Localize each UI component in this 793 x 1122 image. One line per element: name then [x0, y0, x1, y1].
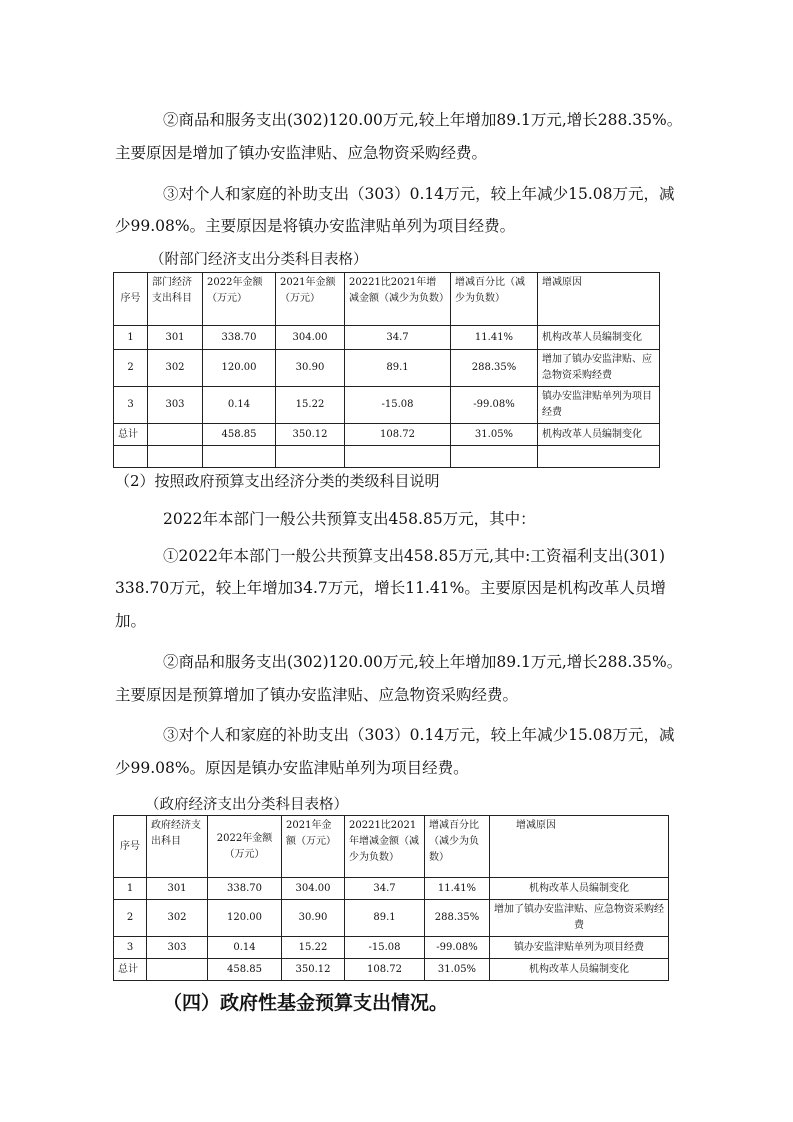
table-cell: 2 [114, 900, 147, 937]
table-cell: 0.14 [208, 937, 282, 959]
section2-p2-line2: 主要原因是预算增加了镇办安监津贴、应急物资采购经费。 [115, 686, 519, 704]
table-row [114, 350, 660, 387]
table2-header-cell: 增减百分比（减少为负数） [425, 816, 490, 878]
table-cell: 机构改革人员编制变化 [538, 326, 660, 350]
table-row [114, 446, 660, 468]
table-cell: 11.41% [425, 878, 490, 900]
section2-p1-line1: ①2022年本部门一般公共预算支出458.85万元,其中:工资福利支出(301) [163, 547, 666, 565]
table1-header-cell: 部门经济支出科目 [148, 273, 203, 326]
table-cell: -99.08% [425, 937, 490, 959]
table-cell: -99.08% [451, 387, 538, 424]
table-cell: 31.05% [425, 959, 490, 981]
table-cell: 338.70 [203, 326, 276, 350]
table2-header-cell: 2022年金额（万元） [208, 816, 282, 878]
table-cell: 303 [147, 937, 208, 959]
table-cell: 338.70 [208, 878, 282, 900]
table-cell: 0.14 [203, 387, 276, 424]
table-cell: 120.00 [208, 900, 282, 937]
table-cell: 301 [147, 878, 208, 900]
table-cell: 120.00 [203, 350, 276, 387]
top-p2-line2: 少99.08%。主要原因是将镇办安监津贴单列为项目经费。 [115, 217, 516, 235]
table2-header-cell: 政府经济支出科目 [147, 816, 208, 878]
table-cell [147, 959, 208, 981]
table2-header-cell: 序号 [114, 816, 147, 878]
table-cell: -15.08 [345, 387, 451, 424]
table-cell [538, 446, 660, 468]
section4-heading: （四）政府性基金预算支出情况。 [163, 992, 449, 1014]
table-row [114, 959, 669, 981]
table-cell: 288.35% [451, 350, 538, 387]
table-cell [148, 424, 203, 446]
table-cell: 89.1 [345, 900, 425, 937]
table-cell: 增加了镇办安监津贴、应急物资采购经费 [490, 900, 669, 937]
table-cell: 增加了镇办安监津贴、应急物资采购经费 [538, 350, 660, 387]
table-cell: 15.22 [282, 937, 345, 959]
table-cell: 30.90 [276, 350, 345, 387]
top-p1-line1: ②商品和服务支出(302)120.00万元,较上年增加89.1万元,增长288.35%。 [163, 111, 683, 129]
table-cell [345, 446, 451, 468]
table1-header-row [114, 273, 660, 326]
table-cell [451, 446, 538, 468]
section2-intro: 2022年本部门一般公共预算支出458.85万元，其中： [163, 510, 536, 528]
table1 [113, 272, 660, 468]
table-cell: 303 [148, 387, 203, 424]
table-cell: 1 [114, 326, 148, 350]
section2-p2-line1: ②商品和服务支出(302)120.00万元,较上年增加89.1万元,增长288.35%。 [163, 653, 683, 671]
table-cell: 3 [114, 937, 147, 959]
table-cell: 34.7 [345, 878, 425, 900]
table-cell: 机构改革人员编制变化 [490, 878, 669, 900]
table-row [114, 424, 660, 446]
table1-caption: （附部门经济支出分类科目表格） [150, 252, 368, 268]
table1-header-cell: 20221比2021年增减金额（减少为负数） [345, 273, 451, 326]
table-cell: 288.35% [425, 900, 490, 937]
table-cell: 350.12 [276, 424, 345, 446]
table-cell: 总计 [114, 959, 147, 981]
table-cell: 302 [147, 900, 208, 937]
table2-caption: （政府经济支出分类科目表格） [145, 797, 348, 813]
table-cell [276, 446, 345, 468]
section2-title: （2）按照政府预算支出经济分类的类级科目说明 [115, 472, 440, 490]
table-cell: 机构改革人员编制变化 [490, 959, 669, 981]
section2-p3-line2: 少99.08%。原因是镇办安监津贴单列为项目经费。 [115, 759, 469, 777]
table-cell: 350.12 [282, 959, 345, 981]
table-cell: 108.72 [345, 959, 425, 981]
table2-header-cell: 增减原因 [490, 816, 669, 878]
table-cell: 1 [114, 878, 147, 900]
top-p1-line2: 主要原因是增加了镇办安监津贴、应急物资采购经费。 [115, 144, 488, 162]
table-cell: 15.22 [276, 387, 345, 424]
table-cell: 89.1 [345, 350, 451, 387]
table-cell: 304.00 [282, 878, 345, 900]
table-cell [114, 446, 148, 468]
table-cell: 302 [148, 350, 203, 387]
table-cell: 镇办安监津贴单列为项目经费 [490, 937, 669, 959]
table-cell: 31.05% [451, 424, 538, 446]
table2 [113, 815, 669, 981]
table-cell: 301 [148, 326, 203, 350]
table-cell: 30.90 [282, 900, 345, 937]
table1-header-cell: 2021年金额（万元） [276, 273, 345, 326]
section2-p1-line3: 加。 [115, 612, 147, 630]
table-row [114, 326, 660, 350]
table-cell: 304.00 [276, 326, 345, 350]
table-cell: 458.85 [203, 424, 276, 446]
table-cell: 34.7 [345, 326, 451, 350]
table-cell: 3 [114, 387, 148, 424]
table2-header-row [114, 816, 669, 878]
section2-p1-line2: 338.70万元，较上年增加34.7万元，增长11.41%。主要原因是机构改革人员增 [115, 579, 666, 597]
table-row [114, 878, 669, 900]
table-cell: 108.72 [345, 424, 451, 446]
section2-p3-line1: ③对个人和家庭的补助支出（303）0.14万元，较上年减少15.08万元，减 [163, 726, 675, 744]
table-cell: 458.85 [208, 959, 282, 981]
table1-header-cell: 2022年金额（万元） [203, 273, 276, 326]
table-cell: 镇办安监津贴单列为项目经费 [538, 387, 660, 424]
table-row [114, 387, 660, 424]
table2-header-cell: 20221比2021年增减金额（减少为负数） [345, 816, 425, 878]
table1-header-cell: 增减百分比（减少为负数） [451, 273, 538, 326]
table-cell: 总计 [114, 424, 148, 446]
table-cell [148, 446, 203, 468]
table1-header-cell: 增减原因 [538, 273, 660, 326]
table-cell [203, 446, 276, 468]
table-row [114, 937, 669, 959]
table-cell: 11.41% [451, 326, 538, 350]
top-p2-line1: ③对个人和家庭的补助支出（303）0.14万元，较上年减少15.08万元，减 [163, 185, 675, 203]
table-row [114, 900, 669, 937]
table2-header-cell: 2021年金额（万元） [282, 816, 345, 878]
table1-header-cell: 序号 [114, 273, 148, 326]
table-cell: -15.08 [345, 937, 425, 959]
table-cell: 机构改革人员编制变化 [538, 424, 660, 446]
table-cell: 2 [114, 350, 148, 387]
